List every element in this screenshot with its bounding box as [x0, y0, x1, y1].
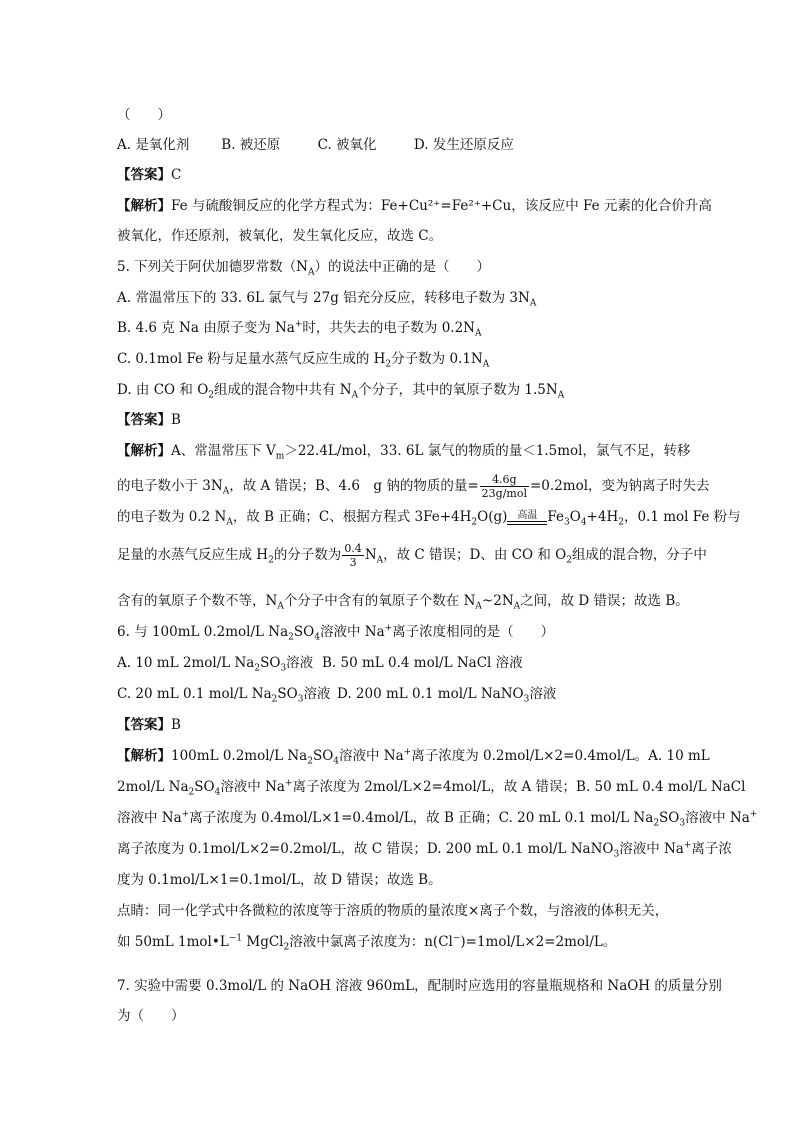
q6-option-d: D. 200 mL 0.1 mol/L NaNO$_3$溶液 [337, 686, 557, 705]
q4-option-a: A. 是氧化剂 [117, 137, 190, 153]
answer-tag: 【答案】 [117, 167, 171, 183]
q7-stem-line-1: 7. 实验中需要 0.3mol/L 的 NaOH 溶液 960mL，配制时应选用的容量瓶规格和 NaOH 的质量分别 [117, 978, 722, 994]
answer-tag: 【答案】 [117, 717, 171, 733]
q6-options-row-1 [117, 653, 682, 673]
q4-paren: （ ） [117, 107, 171, 123]
reaction-condition-arrow: 高温 [507, 510, 547, 525]
fraction-0.4-over-3: $\frac{0.4}{3}$ [344, 542, 362, 569]
q5-explanation-line-4: 足量的水蒸气反应生成 $H_2$的分子数为 $\frac{0.4}{3}$ $N_A$，故 C 错误；D、由 CO 和 $O_2$组成的混合物，分子中 [117, 542, 707, 569]
q5-option-c: C. 0.1mol Fe 粉与足量水蒸气反应生成的 $H_2$分子数为 $0.1N_A$ [117, 351, 490, 370]
q4-option-d: D. 发生还原反应 [413, 137, 514, 153]
q6-explanation-line-4: 离子浓度为 0.1mol/L×2=0.2mol/L，故 C 错误；D. 200 mL 0.1 mol/L NaNO$_3$溶液中 Na+离子浓 [117, 840, 732, 860]
q5-explanation-line-3: 的电子数为 0.2 $N_A$，故 B 正确；C、根据方程式 $3Fe+4H_2O(g)$ 高温 $Fe_3O_4+4H_2$，0.1 mol Fe 粉与 [117, 509, 741, 528]
q4-explanation-line-1: 【解析】Fe 与硫酸铜反应的化学方程式为：Fe+Cu²⁺=Fe²⁺+Cu，该反应中 Fe 元素的化合价升高 [117, 198, 712, 214]
q6-answer-value: B [171, 717, 181, 733]
q5-explanation-line-5: 含有的氧原子个数不等，$N_A$个分子中含有的氧原子个数在 $N_A\sim 2N_A$之间，故 D 错误；故选 B。 [117, 593, 689, 612]
explain-tag: 【解析】 [117, 198, 171, 214]
answer-tag: 【答案】 [117, 412, 171, 428]
q4-option-c: C. 被氧化 [317, 137, 377, 153]
q6-option-a: A. 10 mL 2mol/L $Na_2SO_3$溶液 [117, 655, 314, 674]
explain-tag: 【解析】 [117, 443, 171, 459]
q6-explanation-line-1: 【解析】100mL 0.2mol/L $Na_2SO_4$溶液中 Na+离子浓度为 0.2mol/L×2=0.4mol/L。A. 10 mL [117, 747, 710, 767]
q5-explanation-line-1: 【解析】A、常温常压下 $V_m>22.4L$/mol，33. 6L 氯气的物质的量＜1.5mol，氯气不足，转移 [117, 443, 691, 462]
q5-option-d: D. 由 CO 和 $O_2$组成的混合物中共有 $N_A$个分子，其中的氧原子数为 $1.5N_A$ [117, 382, 565, 401]
q7-stem-line-2: 为（ ） [117, 1008, 185, 1024]
q4-answer [117, 165, 682, 185]
fraction-mass-over-molar-mass: $\frac{4.6g}{\text{23g/mol}}$ [481, 473, 527, 500]
q6-explanation-line-2: 2mol/L $Na_2SO_4$溶液中 Na+离子浓度为 2mol/L×2=4mol/L，故 A 错误；B. 50 mL 0.4 mol/L NaCl [117, 778, 746, 798]
q5-answer-value: B [171, 412, 181, 428]
q6-stem: 6. 与 100mL 0.2mol/L $Na_2SO_4$溶液中 Na+离子浓度相同的是（ ） [117, 623, 555, 643]
q5-explanation-line-2: 的电子数小于 $3N_A$，故 A 错误；B、4.6 g 钠的物质的量= $\frac{4.6g}{\text{23g/mol}}$ =0.2mol，变为钠离子时失去 [117, 473, 710, 500]
q6-option-b: B. 50 mL 0.4 mol/L NaCl 溶液 [322, 655, 523, 671]
q5-stem: 5. 下列关于阿伏加德罗常数$(N_A)$的说法中正确的是（ ） [117, 259, 490, 278]
q4-explanation-line-2: 被氧化，作还原剂，被氧化，发生氧化反应，故选 C。 [117, 228, 443, 244]
q5-option-b: B. 4.6 克 Na 由原子变为 Na+时，共失去的电子数为 $0.2N_A$ [117, 319, 482, 339]
q6-option-c: C. 20 mL 0.1 mol/L $Na_2SO_3$溶液 [117, 686, 331, 705]
q6-answer [117, 715, 682, 735]
q6-options-row-2 [117, 684, 682, 704]
q5-option-a: A. 常温常压下的 33. 6L 氯气与 27g 铝充分反应，转移电子数为 $3N_A$ [117, 290, 537, 309]
q6-explanation-line-3: 溶液中 Na+离子浓度为 0.4mol/L×1=0.4mol/L，故 B 正确；C. 20 mL 0.1 mol/L $Na_2SO_3$溶液中 Na+ [117, 809, 758, 829]
q4-option-b: B. 被还原 [221, 137, 281, 153]
q6-explanation-line-5: 度为 0.1mol/L×1=0.1mol/L，故 D 错误；故选 B。 [117, 872, 442, 888]
q5-answer [117, 410, 682, 430]
q6-note-line-2: 如 50mL $1mol•L^{-1}$ MgCl$_2$溶液中氯离子浓度为：n(Cl−)=1mol/L×2=2mol/L。 [117, 933, 617, 953]
q6-note-line-1: 点睛：同一化学式中各微粒的浓度等于溶质的物质的量浓度×离子个数，与溶液的体积无关， [117, 903, 669, 919]
explain-tag: 【解析】 [117, 748, 171, 764]
q4-options [117, 135, 682, 155]
q4-answer-value: C [171, 167, 182, 183]
